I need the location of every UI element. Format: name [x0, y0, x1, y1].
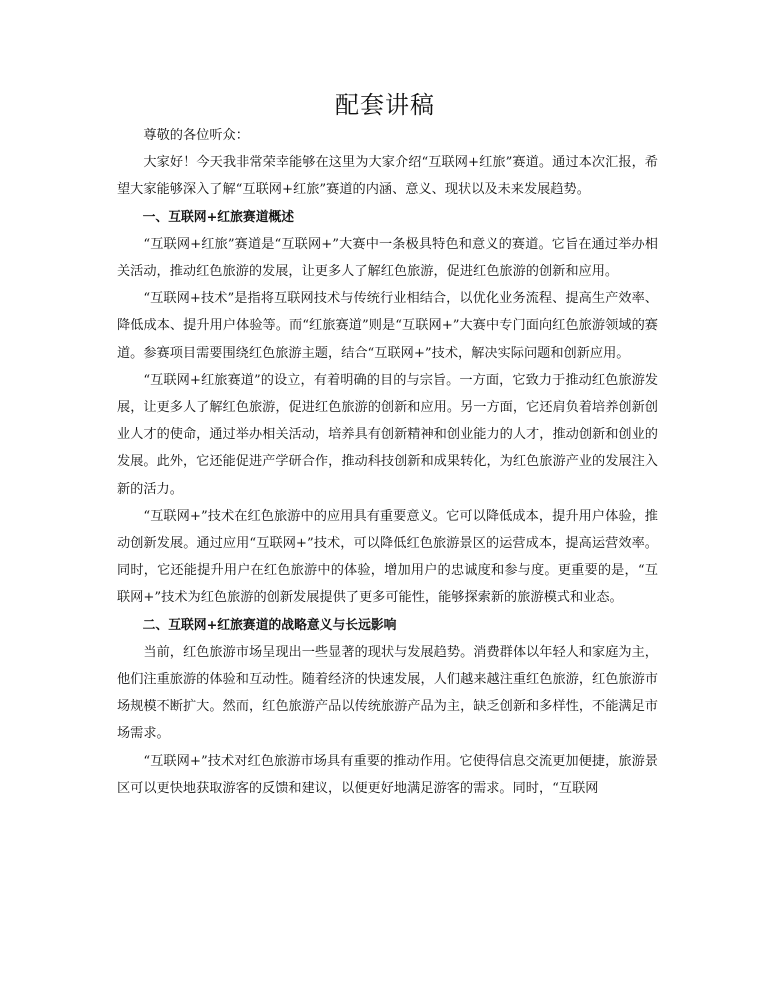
section2-paragraph-1: 当前，红色旅游市场呈现出一些显著的现状与发展趋势。消费群体以年轻人和家庭为主，他们注重旅游的体验和互动性。随着经济的快速发展，人们越来越注重红色旅游，红色旅游市场规模不断扩大。然而，红色旅游产品以传统旅游产品为主，缺乏创新和多样性，不能满足市场需求。 [117, 644, 658, 742]
section-heading-2: 二、互联网+红旅赛道的战略意义与长远影响 [142, 617, 397, 633]
section1-paragraph-2: “互联网+技术”是指将互联网技术与传统行业相结合，以优化业务流程、提高生产效率、降低成本、提升用户体验等。而“红旅赛道”则是“互联网+”大赛中专门面向红色旅游领域的赛道。参赛项目需要围绕红色旅游主题，结合“互联网+”技术，解决实际问题和创新应用。 [117, 291, 658, 361]
section2-paragraph-2: “互联网+”技术对红色旅游市场具有重要的推动作用。它使得信息交流更加便捷，旅游景区可以更快地获取游客的反馈和建议，以便更好地满足游客的需求。同时，“互联网 [117, 753, 658, 796]
section-heading-1: 一、互联网+红旅赛道概述 [142, 209, 295, 225]
greeting-paragraph: 尊敬的各位听众： [143, 128, 249, 143]
intro-paragraph: 大家好！今天我非常荣幸能够在这里为大家介绍“互联网+红旅”赛道。通过本次汇报，希望大家能够深入了解“互联网+红旅”赛道的内涵、意义、现状以及未来发展趋势。 [117, 155, 658, 198]
document-body [117, 122, 658, 802]
page-title: 配套讲稿 [335, 91, 435, 119]
section1-paragraph-1: “互联网+红旅”赛道是“互联网+”大赛中一条极具特色和意义的赛道。它旨在通过举办相关活动，推动红色旅游的发展，让更多人了解红色旅游，促进红色旅游的创新和应用。 [117, 236, 658, 280]
section1-paragraph-4: “互联网+”技术在红色旅游中的应用具有重要意义。它可以降低成本，提升用户体验，推动创新发展。通过应用“互联网+”技术，可以降低红色旅游景区的运营成本，提高运营效率。同时，它还能提升用户在红色旅游中的体验，增加用户的忠诚度和参与度。更重要的是，“互联网+”技术为红色旅游的创新发展提供了更多可能性，能够探索新的旅游模式和业态。 [117, 508, 658, 606]
section1-paragraph-3: “互联网+红旅赛道”的设立，有着明确的目的与宗旨。一方面，它致力于推动红色旅游发展，让更多人了解红色旅游，促进红色旅游的创新和应用。另一方面，它还肩负着培养创新创业人才的使命，通过举办相关活动，培养具有创新精神和创业能力的人才，推动创新和创业的发展。此外，它还能促进产学研合作，推动科技创新和成果转化，为红色旅游产业的发展注入新的活力。 [117, 372, 658, 497]
